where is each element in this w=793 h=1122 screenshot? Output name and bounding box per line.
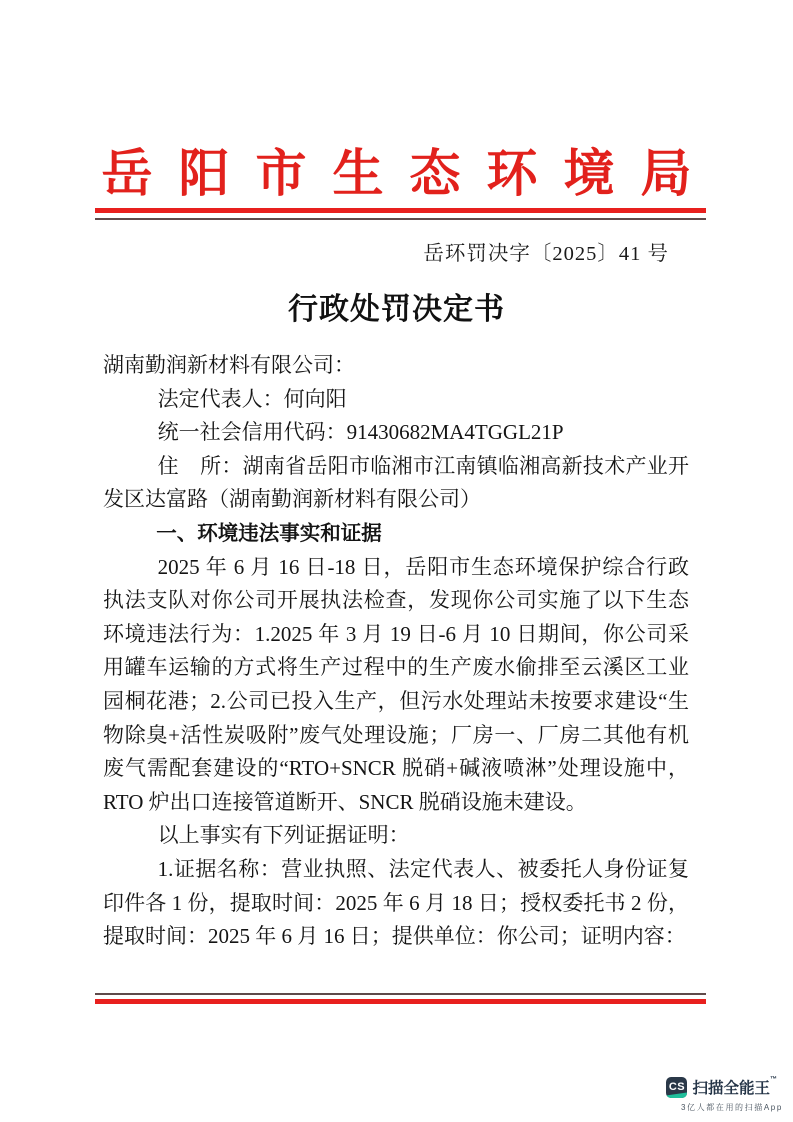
header-rule-red <box>95 208 706 213</box>
trademark-symbol: ™ <box>770 1076 777 1083</box>
footer-rule-dark <box>95 993 706 995</box>
header-rule-dark <box>95 218 706 220</box>
document-number: 岳环罚决字〔2025〕41 号 <box>423 243 669 265</box>
camscanner-brand-text: 扫描全能王 <box>692 1080 770 1097</box>
body-paragraph-address: 住 所：湖南省岳阳市临湘市江南镇临湘高新技术产业开发区达富路（湖南勤润新材料有限公司） <box>103 453 689 512</box>
body-paragraph-evidence-intro: 以上事实有下列证据证明： <box>157 823 410 848</box>
body-paragraph-violation-facts: 2025 年 6 月 16 日-18 日，岳阳市生态环境保护综合行政执法支队对你公司开展执法检查，发现你公司实施了以下生态环境违法行为：1.2025 年 3 月 19 日-6 月 10 日期间，你公司采用罐车运输的方式将生产过程中的生产废水偷排至云溪区工业园桐花港；2.公司已投入生产，但污水处理站未按要求建设“生物除臭+活性炭吸附”废气处理设施；厂房一、厂房二其他有机废气需配套建设的“RTO+SNCR 脱硝+碱液喷淋”处理设施中，RTO 炉出口连接管道断开、SNCR 脱硝设施未建设。 <box>103 554 689 814</box>
body-paragraph-recipient: 湖南勤润新材料有限公司： <box>103 353 355 377</box>
camscanner-tagline: 3亿人都在用的扫描App <box>681 1103 783 1112</box>
agency-masthead: 岳阳市生态环境局 <box>101 147 718 203</box>
camscanner-watermark <box>668 1076 783 1113</box>
body-paragraph-legal-representative: 法定代表人：何向阳 <box>157 386 347 411</box>
camscanner-icon-label: CS <box>668 1081 686 1093</box>
body-paragraph-evidence-item: 1.证据名称：营业执照、法定代表人、被委托人身份证复印件各 1 份，提取时间：2025 年 6 月 18 日；授权委托书 2 份，提取时间：2025 年 6 月 16 日；提供单位：你公司；证明内容： <box>103 856 689 949</box>
camscanner-icon <box>666 1077 687 1098</box>
document-title: 行政处罚决定书 <box>288 293 505 326</box>
footer-rule-red <box>95 999 706 1004</box>
document-body <box>103 349 689 954</box>
body-section-heading: 一、环境违法事实和证据 <box>156 521 382 545</box>
camscanner-brand <box>692 1076 777 1098</box>
body-paragraph-credit-code: 统一社会信用代码：91430682MA4TGGL21P <box>157 420 564 445</box>
